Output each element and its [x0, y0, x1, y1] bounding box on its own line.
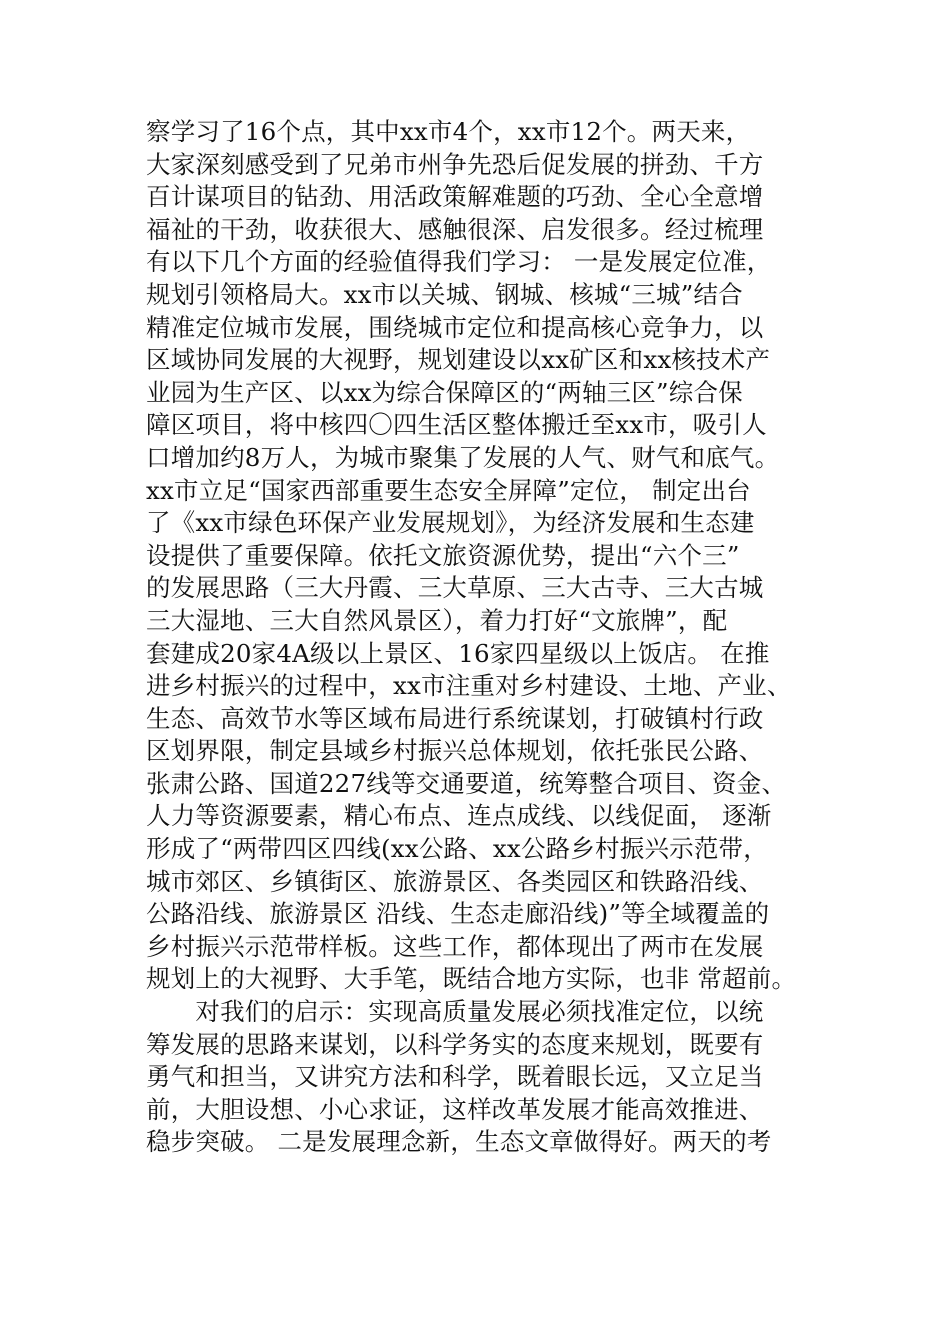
text-line: 察学习了16个点，其中xx市4个，xx市12个。两天来，	[146, 117, 751, 146]
text-line: 口增加约8万人，为城市聚集了发展的人气、财气和底气。	[146, 442, 780, 472]
text-line: 进乡村振兴的过程中，xx市注重对乡村建设、土地、产业、	[146, 671, 792, 701]
body-text	[146, 116, 836, 1159]
text-line: 套建成20家4A级以上景区、16家四星级以上饭店。 在推	[146, 638, 770, 668]
text-line: 规划引领格局大。xx市以关城、钢城、核城“三城”结合	[146, 279, 743, 309]
text-line: 业园为生产区、以xx为综合保障区的“两轴三区”综合保	[146, 377, 743, 407]
text-line: 前，大胆设想、小心求证，这样改革发展才能高效推进、	[146, 1094, 764, 1124]
text-line: 区域协同发展的大视野，规划建设以xx矿区和xx核技术产	[146, 345, 771, 375]
text-line: 对我们的启示：实现高质量发展必须找准定位，以统	[146, 997, 764, 1027]
text-line: 了《xx市绿色环保产业发展规划》，为经济发展和生态建	[146, 508, 755, 538]
text-line: 精准定位城市发展，围绕城市定位和提高核心竞争力，以	[146, 312, 764, 342]
text-line: 区划界限，制定县域乡村振兴总体规划，依托张民公路、	[146, 736, 764, 766]
text-line: 障区项目，将中核四〇四生活区整体搬迁至xx市，吸引人	[146, 410, 767, 440]
text-line: xx市立足“国家西部重要生态安全屏障”定位， 制定出台	[146, 475, 751, 505]
text-line: 百计谋项目的钻劲、用活政策解难题的巧劲、全心全意增	[146, 182, 764, 212]
text-line: 筹发展的思路来谋划，以科学务实的态度来规划，既要有	[146, 1029, 764, 1059]
text-line: 生态、高效节水等区域布局进行系统谋划，打破镇村行政	[146, 703, 764, 733]
text-line: 三大湿地、三大自然风景区），着力打好“文旅牌”，配	[146, 605, 728, 635]
text-line: 形成了“两带四区四线(xx公路、xx公路乡村振兴示范带，	[146, 834, 768, 864]
text-line: 城市郊区、乡镇街区、旅游景区、各类园区和铁路沿线、	[146, 866, 764, 896]
text-line: 张肃公路、国道227线等交通要道，统筹整合项目、资金、	[146, 768, 787, 798]
text-line: 规划上的大视野、大手笔，既结合地方实际，也非 常超前。	[146, 964, 797, 994]
text-line: 稳步突破。 二是发展理念新，生态文章做得好。两天的考	[146, 1127, 772, 1157]
text-line: 设提供了重要保障。依托文旅资源优势，提出“六个三”	[146, 540, 740, 570]
text-line: 大家深刻感受到了兄弟市州争先恐后促发展的拼劲、千方	[146, 149, 764, 179]
text-line: 有以下几个方面的经验值得我们学习： 一是发展定位准，	[146, 247, 772, 277]
text-line: 公路沿线、旅游景区 沿线、生态走廊沿线)”等全域覆盖的	[146, 899, 770, 929]
text-line: 的发展思路（三大丹霞、三大草原、三大古寺、三大古城	[146, 573, 764, 603]
text-line: 福祉的干劲，收获很大、感触很深、启发很多。经过梳理	[146, 214, 764, 244]
text-line: 勇气和担当，又讲究方法和科学，既着眼长远，又立足当	[146, 1062, 764, 1092]
text-line: 乡村振兴示范带样板。这些工作，都体现出了两市在发展	[146, 931, 764, 961]
text-line: 人力等资源要素，精心布点、连点成线、以线促面， 逐渐	[146, 801, 772, 831]
